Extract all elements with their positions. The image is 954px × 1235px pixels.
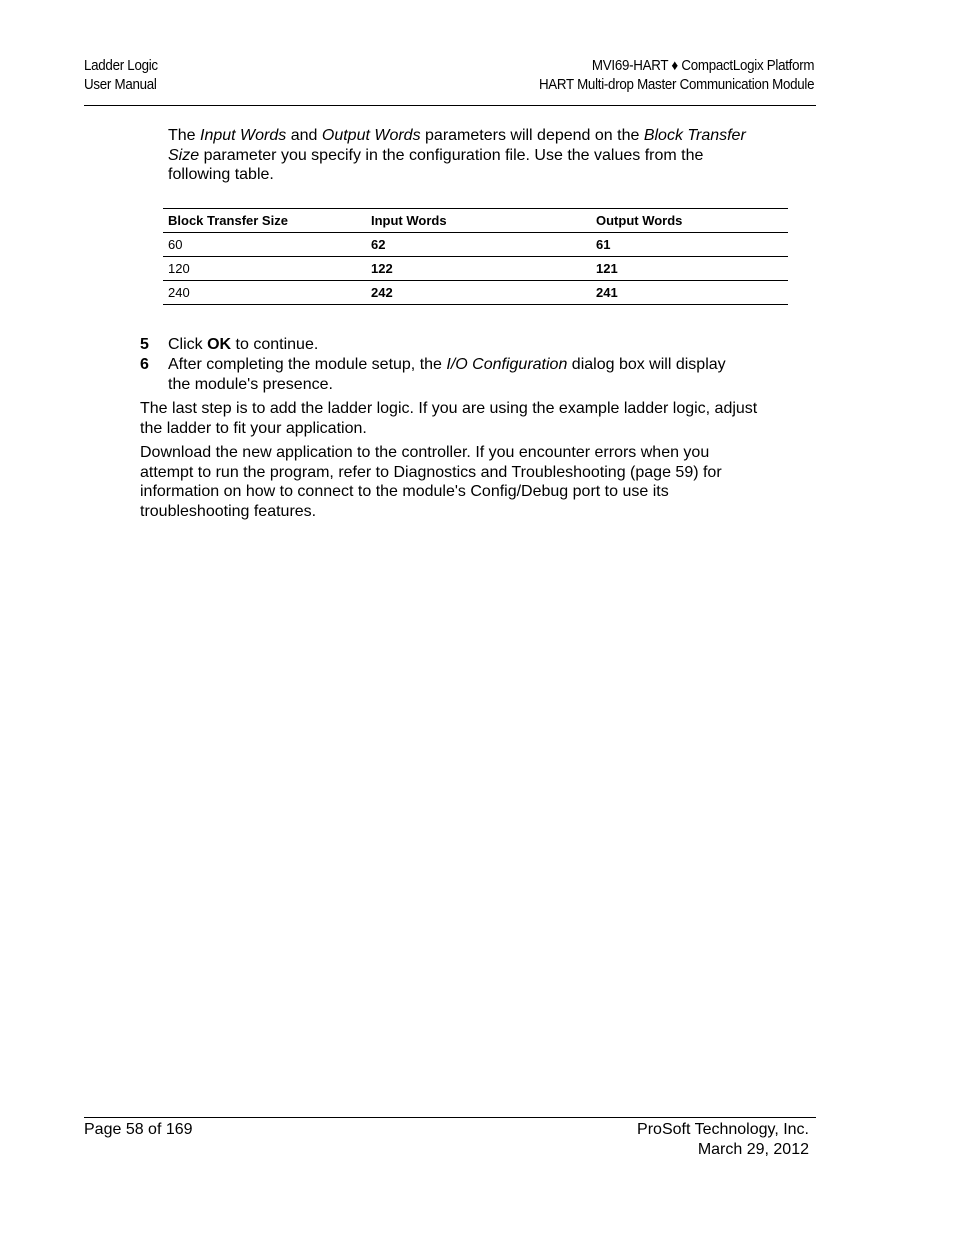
- table-cell: 122: [366, 257, 591, 281]
- table-cell: 60: [163, 233, 366, 257]
- body-paragraph: The last step is to add the ladder logic. If you are using the example ladder logic, adjust the ladder to fit your application.: [140, 400, 758, 437]
- step-text: [168, 335, 768, 355]
- step-text-part: dialog box will display the module's presence.: [168, 356, 726, 393]
- table-row: [163, 257, 788, 281]
- ok-emphasis: OK: [207, 336, 232, 353]
- table-header-cell: Input Words: [366, 209, 591, 233]
- table-row: [163, 281, 788, 305]
- step-text-part: to continue.: [231, 336, 319, 353]
- header-module: HART Multi-drop Master Communication Module: [538, 77, 814, 93]
- table-header-cell: Output Words: [591, 209, 788, 233]
- header-right: [539, 57, 814, 95]
- header-section-title: Ladder Logic: [84, 58, 158, 74]
- step-text-part: After completing the module setup, the: [168, 356, 447, 373]
- table-cell: 242: [366, 281, 591, 305]
- io-configuration-emphasis: I/O Configuration: [446, 356, 568, 373]
- step-text-part: Click: [168, 336, 208, 353]
- footer-date: March 29, 2012: [697, 1141, 809, 1158]
- table-header-row: [163, 209, 788, 233]
- intro-em-input-words: Input Words: [200, 127, 287, 144]
- body-paragraph: Download the new application to the controller. If you encounter errors when you attempt to run the program, refer to Diagnostics and Troubleshooting (page 59) for information on how to connect to the module's Config/Debug port to use its troubleshooting features.: [140, 444, 722, 520]
- table-row: [163, 233, 788, 257]
- table-cell: 121: [591, 257, 788, 281]
- table-cell: 120: [163, 257, 366, 281]
- header-left: [84, 57, 158, 95]
- footer-company: ProSoft Technology, Inc.: [637, 1121, 809, 1138]
- table-cell: 61: [591, 233, 788, 257]
- intro-text-4: parameter you specify in the configuration file. Use the values from the following table.: [168, 146, 704, 183]
- intro-text-2: and: [286, 127, 322, 144]
- step-number: 5: [140, 336, 149, 353]
- table-cell: 62: [366, 233, 591, 257]
- table-cell: 240: [163, 281, 366, 305]
- header-rule: [84, 105, 816, 106]
- table-header-cell: Block Transfer Size: [163, 209, 366, 233]
- intro-paragraph: [168, 126, 758, 185]
- footer-right: [637, 1120, 809, 1160]
- intro-text-3: parameters will depend on the: [420, 127, 644, 144]
- header-doc-type: User Manual: [84, 77, 157, 93]
- step-number: 6: [140, 356, 149, 373]
- intro-em-block-transfer-size: Block Transfer Size: [168, 127, 746, 164]
- header-product: MVI69-HART ♦ CompactLogix Platform: [591, 58, 814, 74]
- page-number: Page 58 of 169: [84, 1121, 193, 1138]
- block-transfer-table: [163, 208, 788, 305]
- intro-text-1: The: [168, 127, 201, 144]
- footer-rule: [84, 1117, 816, 1118]
- step-text: [168, 355, 728, 394]
- table-cell: 241: [591, 281, 788, 305]
- intro-em-output-words: Output Words: [321, 127, 421, 144]
